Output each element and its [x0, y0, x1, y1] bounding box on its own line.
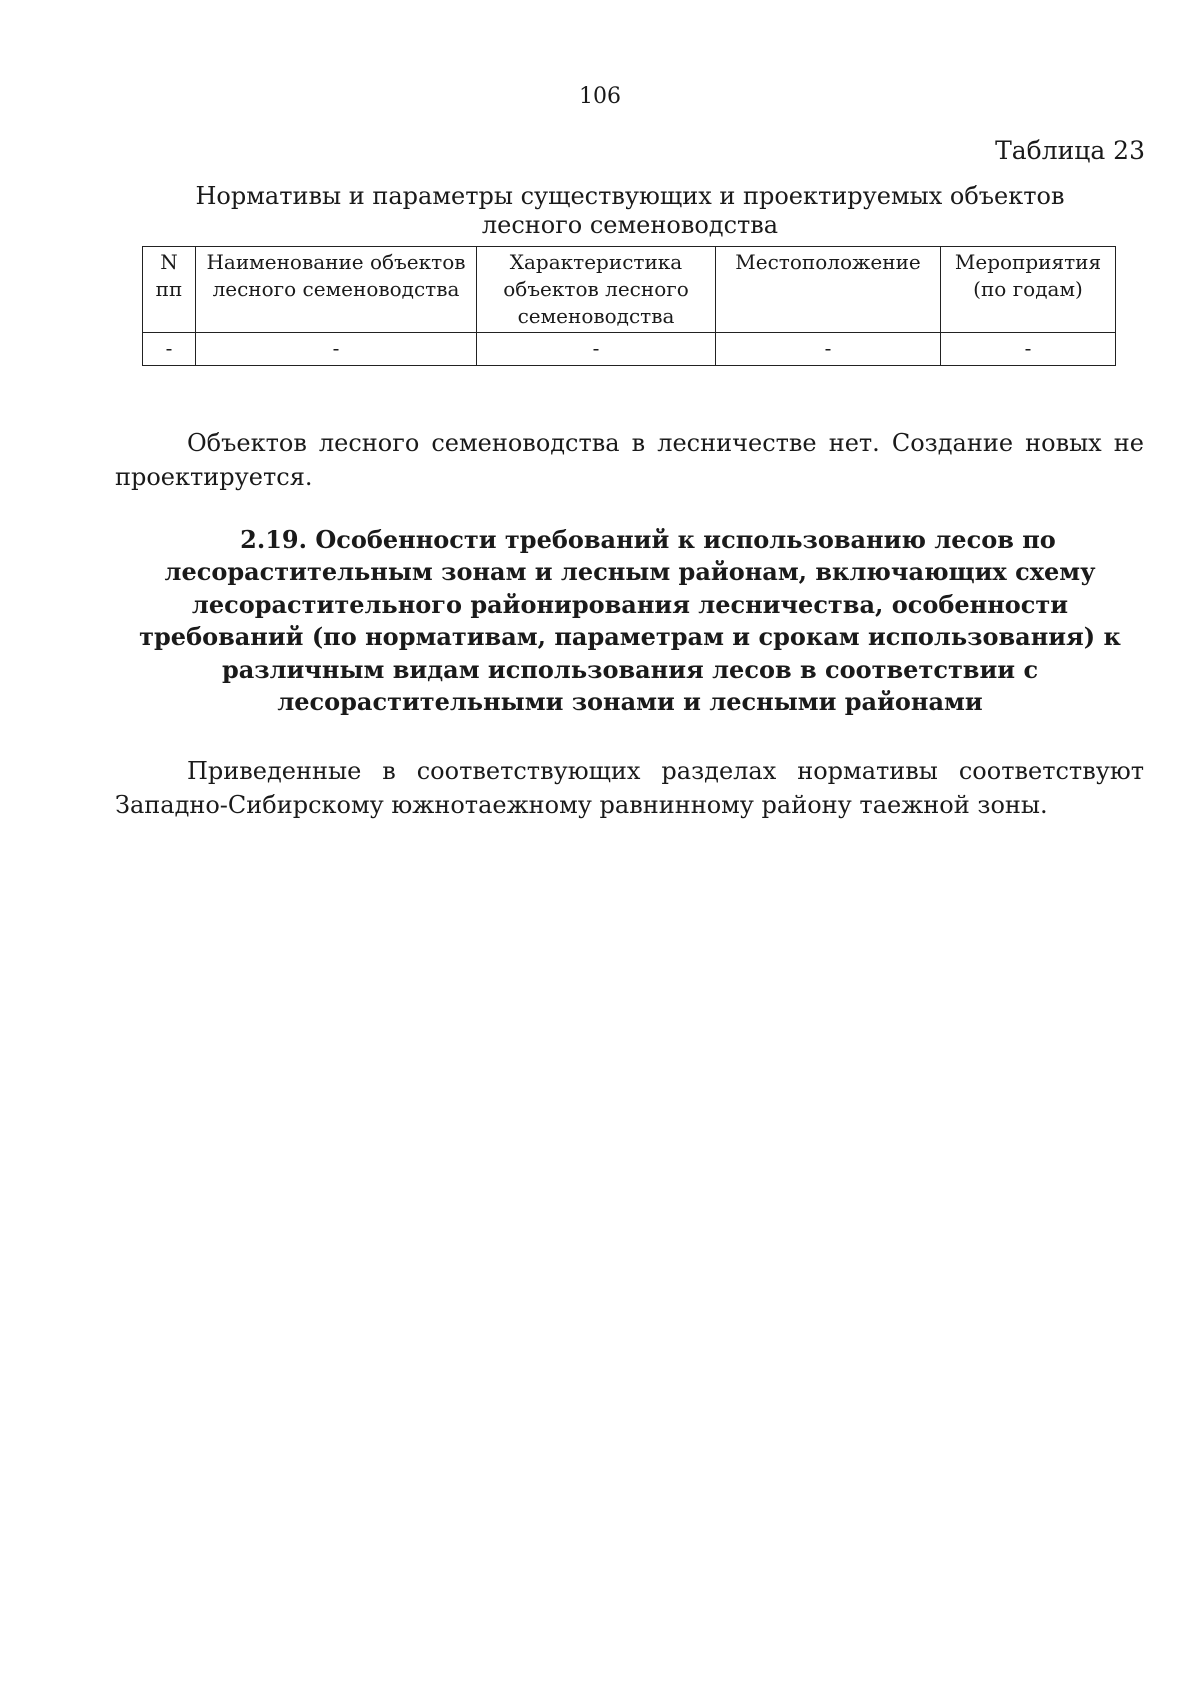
header-characteristics: Характеристика объектов лесного семеноводства — [477, 247, 716, 333]
table-title: Нормативы и параметры существующих и проектируемых объектов лесного семеноводства — [195, 182, 1065, 239]
page-number: 106 — [579, 84, 621, 109]
header-location: Местоположение — [716, 247, 941, 333]
table-cell: - — [196, 333, 477, 366]
paragraph-no-objects: Объектов лесного семеноводства в лесничестве нет. Создание новых не проектируется. — [115, 429, 1144, 491]
table-label: Таблица 23 — [995, 136, 1145, 165]
section-number: 2.19. — [240, 524, 307, 554]
table-header-row — [143, 247, 1116, 333]
table-cell: - — [143, 333, 196, 366]
table-cell: - — [477, 333, 716, 366]
table-cell: - — [941, 333, 1116, 366]
header-object-name: Наименование объектов лесного семеноводства — [196, 247, 477, 333]
table-cell: - — [716, 333, 941, 366]
header-events: Мероприятия (по годам) — [941, 247, 1116, 333]
paragraph-normatives: Приведенные в соответствующих разделах нормативы соответствуют Западно-Сибирскому южнотаежному равнинному району таежной зоны. — [115, 757, 1144, 819]
section-title: Особенности требований к использованию лесов по лесорастительным зонам и лесным районам, включающих схему лесорастительного районирования лесничества, особенности требований (по нормативам, параметрам и срокам использования) к различным видам использования лесов в соответствии с лесорастительными зонами и лесными районами — [139, 524, 1121, 717]
section-heading — [120, 524, 1140, 719]
table-row — [143, 333, 1116, 366]
header-number: N пп — [143, 247, 196, 333]
seed-objects-table — [142, 246, 1116, 366]
